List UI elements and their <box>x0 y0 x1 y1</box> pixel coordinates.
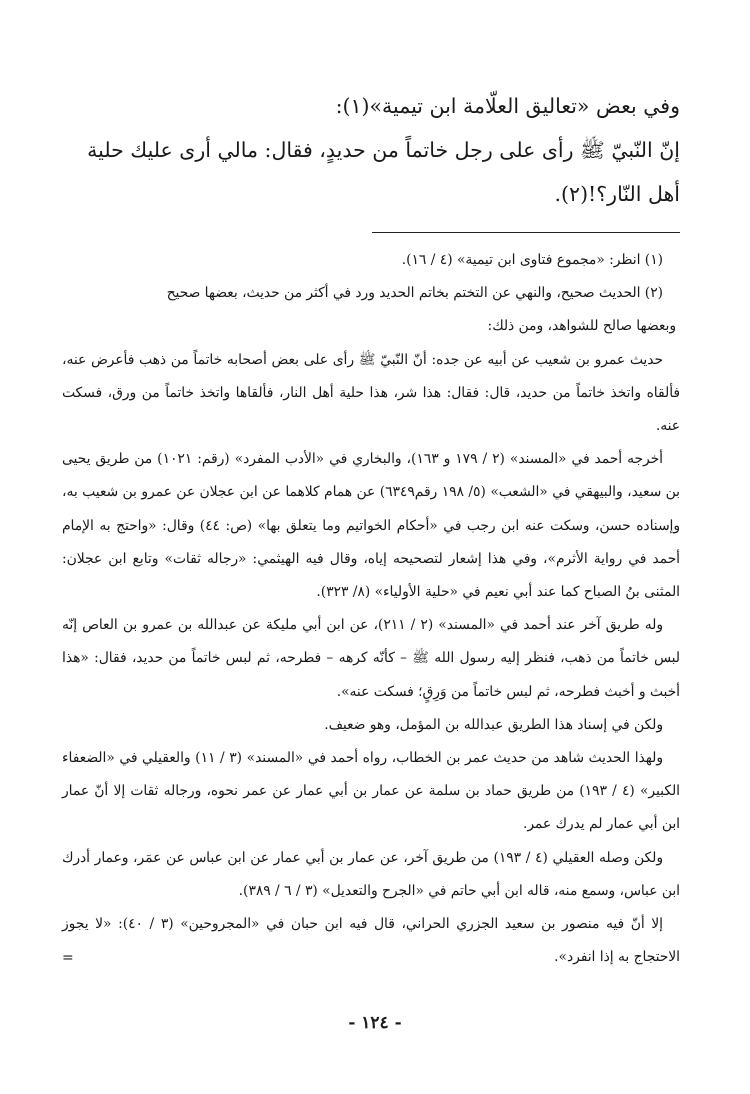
footnote-2-start: (٢) الحديث صحيح، والنهي عن التختم بخاتم الحديد ورد في أكثر من حديث، بعضها صحيح <box>166 285 663 302</box>
footnote-paragraph: ولهذا الحديث شاهد من حديث عمر بن الخطاب، رواه أحمد في «المسند» (٣ / ١١) والعقيلي في «الضعفاء الكبير» (٤ / ١٩٣) من طريق حماد بن سلمة عن عمار بن أبي عمار عن عمر نحوه، ورجاله ثقات إلا أنّ عمار ابن أبي عمار لم يدرك عمر. <box>62 750 681 833</box>
continuation-mark: = <box>62 950 74 966</box>
footnote-1: (١) انظر: «مجموع فتاوى ابن تيمية» (٤ / ١٦). <box>401 252 663 268</box>
main-text <box>62 84 680 216</box>
main-line-3: أهل النّار؟!(٢). <box>554 182 680 206</box>
main-line-2: إنّ النّبيّ ﷺ رأى على رجل خاتماً من حديدٍ، فقال: مالي أرى عليك حلية <box>87 138 680 162</box>
page-number: - ١٢٤ - <box>348 1013 402 1033</box>
footnote-paragraph: ولكن وصله العقيلي (٤ / ١٩٣) من طريق آخر، عن عمار بن أبي عمار عن ابن عباس عن عمَر، وعمار أدرك ابن عباس، وسمع منه، قاله ابن أبي حاتم في «الجرح والتعديل» (٣ / ٦ / ٣٨٩). <box>62 849 680 899</box>
footnote-separator <box>372 232 680 233</box>
footnotes <box>62 244 680 974</box>
footnote-paragraph: حديث عمرو بن شعيب عن أبيه عن جده: أنّ النّبيّ ﷺ رأى على بعض أصحابه خاتماً من ذهب فأعرض عنه، فألقاه واتخذ خاتماً من حديد، قال: فقال: هذا شر، هذا حلية أهل النار، فألقاها واتخذ خاتماً من ورق، فسكت عنه. <box>62 351 680 435</box>
footnote-paragraph: إلا أنّ فيه منصور بن سعيد الجزري الحراني، قال فيه ابن حبان في «المجروحين» (٣ / ٤٠): «لا يجوز الاحتجاج به إذا انفرد». <box>62 916 680 966</box>
footnote-paragraph: ولكن في إسناد هذا الطريق عبدالله بن المؤمل، وهو ضعيف. <box>324 716 663 733</box>
main-line-1: وفي بعض «تعاليق العلّامة ابن تيمية»(١): <box>335 94 680 118</box>
footnote-2-cont: وبعضها صالح للشواهد، ومن ذلك: <box>487 318 676 335</box>
footnote-paragraph: أخرجه أحمد في «المسند» (٢ / ١٧٩ و ١٦٣)، والبخاري في «الأدب المفرد» (رقم: ١٠٢١) من طريق يحيى بن سعيد، والبيهقي في «الشعب» (٥/ ١٩٨ رقم٦٣٤٩) عن همام كلاهما عن ابن عجلان عن عمرو بن شعيب به، وإسناده حسن، وسكت عنه ابن رجب في «أحكام الخواتيم وما يتعلق بها» (ص: ٤٤) وقال: «واحتج به الإمام أحمد في رواية الأثرم»، وفي هذا إشعار لتصحيحه إياه، وقال فيه الهيثمي: «رجاله ثقات» وتابع ابن عجلان: المثنى بنُ الصباح كما عند أبي نعيم في «حلية الأولياء» (٨/ ٣٢٣). <box>62 451 680 601</box>
footnote-paragraph: وله طريق آخر عند أحمد في «المسند» (٢ / ٢١١)، عن ابن أبي مليكة عن عبدالله بن عمرو بن العاص إنّه لبس خاتماً من ذهب، فنظر إليه رسول الله ﷺ – كأنّه كرهه – فطرحه، ثم لبس خاتماً من حديد، فقال: «هذا أخبث و أخبث فطرحه، ثم لبس خاتماً من وَرِقٍ؛ فسكت عنه». <box>62 617 680 700</box>
